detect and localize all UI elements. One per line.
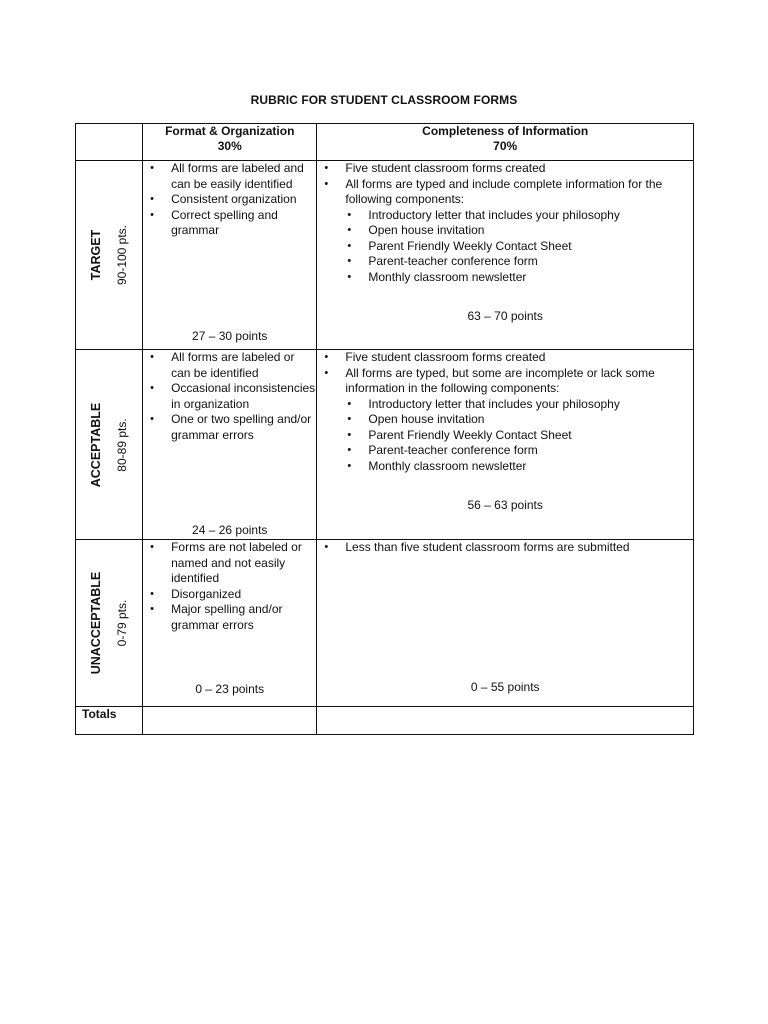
list-item: • Introductory letter that includes your philosophy [317, 208, 693, 224]
rubric-row-unacceptable [76, 540, 694, 707]
format-cell [143, 540, 317, 707]
list-item: • Parent-teacher conference form [317, 443, 693, 459]
completeness-list [317, 350, 693, 397]
header-blank-cell [76, 124, 143, 161]
list-item: • Five student classroom forms created [317, 350, 693, 366]
header-completeness [317, 124, 694, 161]
totals-label: Totals [76, 707, 143, 735]
list-item: • One or two spelling and/or grammar errors [143, 412, 316, 443]
format-list [143, 540, 316, 633]
level-name: ACCEPTABLE [89, 402, 104, 487]
format-points: 27 – 30 points [192, 329, 268, 343]
list-item: • All forms are labeled or can be identified [143, 350, 316, 381]
completeness-list [317, 161, 693, 208]
level-cell [76, 350, 143, 540]
rubric-table [75, 123, 694, 735]
rubric-row-target [76, 161, 694, 350]
totals-completeness-cell [317, 707, 694, 735]
list-item: • Parent Friendly Weekly Contact Sheet [317, 428, 693, 444]
rubric-row-acceptable [76, 350, 694, 540]
level-name: UNACCEPTABLE [89, 571, 104, 675]
component-list [317, 208, 693, 286]
list-item: • Introductory letter that includes your philosophy [317, 397, 693, 413]
completeness-list [317, 540, 693, 556]
list-item: • Less than five student classroom forms are submitted [317, 540, 693, 556]
list-item: • All forms are typed and include complete information for the following components: [317, 177, 693, 208]
completeness-cell [317, 350, 694, 540]
totals-format-cell [143, 707, 317, 735]
header-row [76, 124, 694, 161]
component-list [317, 397, 693, 475]
list-item: • Occasional inconsistencies in organization [143, 381, 316, 412]
format-points: 24 – 26 points [192, 523, 268, 537]
header-completeness-weight: 70% [493, 139, 518, 153]
level-range: 0-79 pts. [115, 599, 130, 647]
list-item: • Open house invitation [317, 412, 693, 428]
format-cell [143, 161, 317, 350]
totals-row [76, 707, 694, 735]
completeness-points: 0 – 55 points [470, 680, 540, 694]
level-range: 80-89 pts. [115, 417, 130, 472]
level-cell [76, 161, 143, 350]
list-item: • Parent-teacher conference form [317, 254, 693, 270]
list-item: • Major spelling and/or grammar errors [143, 602, 316, 633]
list-item: • All forms are labeled and can be easily identified [143, 161, 316, 192]
list-item: • Five student classroom forms created [317, 161, 693, 177]
format-cell [143, 350, 317, 540]
list-item: • Disorganized [143, 587, 316, 603]
document-title: RUBRIC FOR STUDENT CLASSROOM FORMS [250, 93, 518, 107]
list-item: • Consistent organization [143, 192, 316, 208]
format-list [143, 161, 316, 239]
format-points: 0 – 23 points [195, 682, 265, 696]
list-item: • Forms are not labeled or named and not easily identified [143, 540, 316, 587]
completeness-cell [317, 540, 694, 707]
completeness-points: 63 – 70 points [467, 309, 543, 323]
format-list [143, 350, 316, 443]
list-item: • Parent Friendly Weekly Contact Sheet [317, 239, 693, 255]
header-format-label: Format & Organization [165, 124, 295, 138]
header-format [143, 124, 317, 161]
list-item: • Open house invitation [317, 223, 693, 239]
list-item: • All forms are typed, but some are incomplete or lack some information in the following components: [317, 366, 693, 397]
header-completeness-label: Completeness of Information [422, 124, 589, 138]
header-format-weight: 30% [217, 139, 242, 153]
list-item: • Monthly classroom newsletter [317, 459, 693, 475]
completeness-points: 56 – 63 points [467, 498, 543, 512]
level-cell [76, 540, 143, 707]
list-item: • Monthly classroom newsletter [317, 270, 693, 286]
level-name: TARGET [89, 229, 104, 281]
list-item: • Correct spelling and grammar [143, 208, 316, 239]
completeness-cell [317, 161, 694, 350]
level-range: 90-100 pts. [115, 224, 130, 286]
